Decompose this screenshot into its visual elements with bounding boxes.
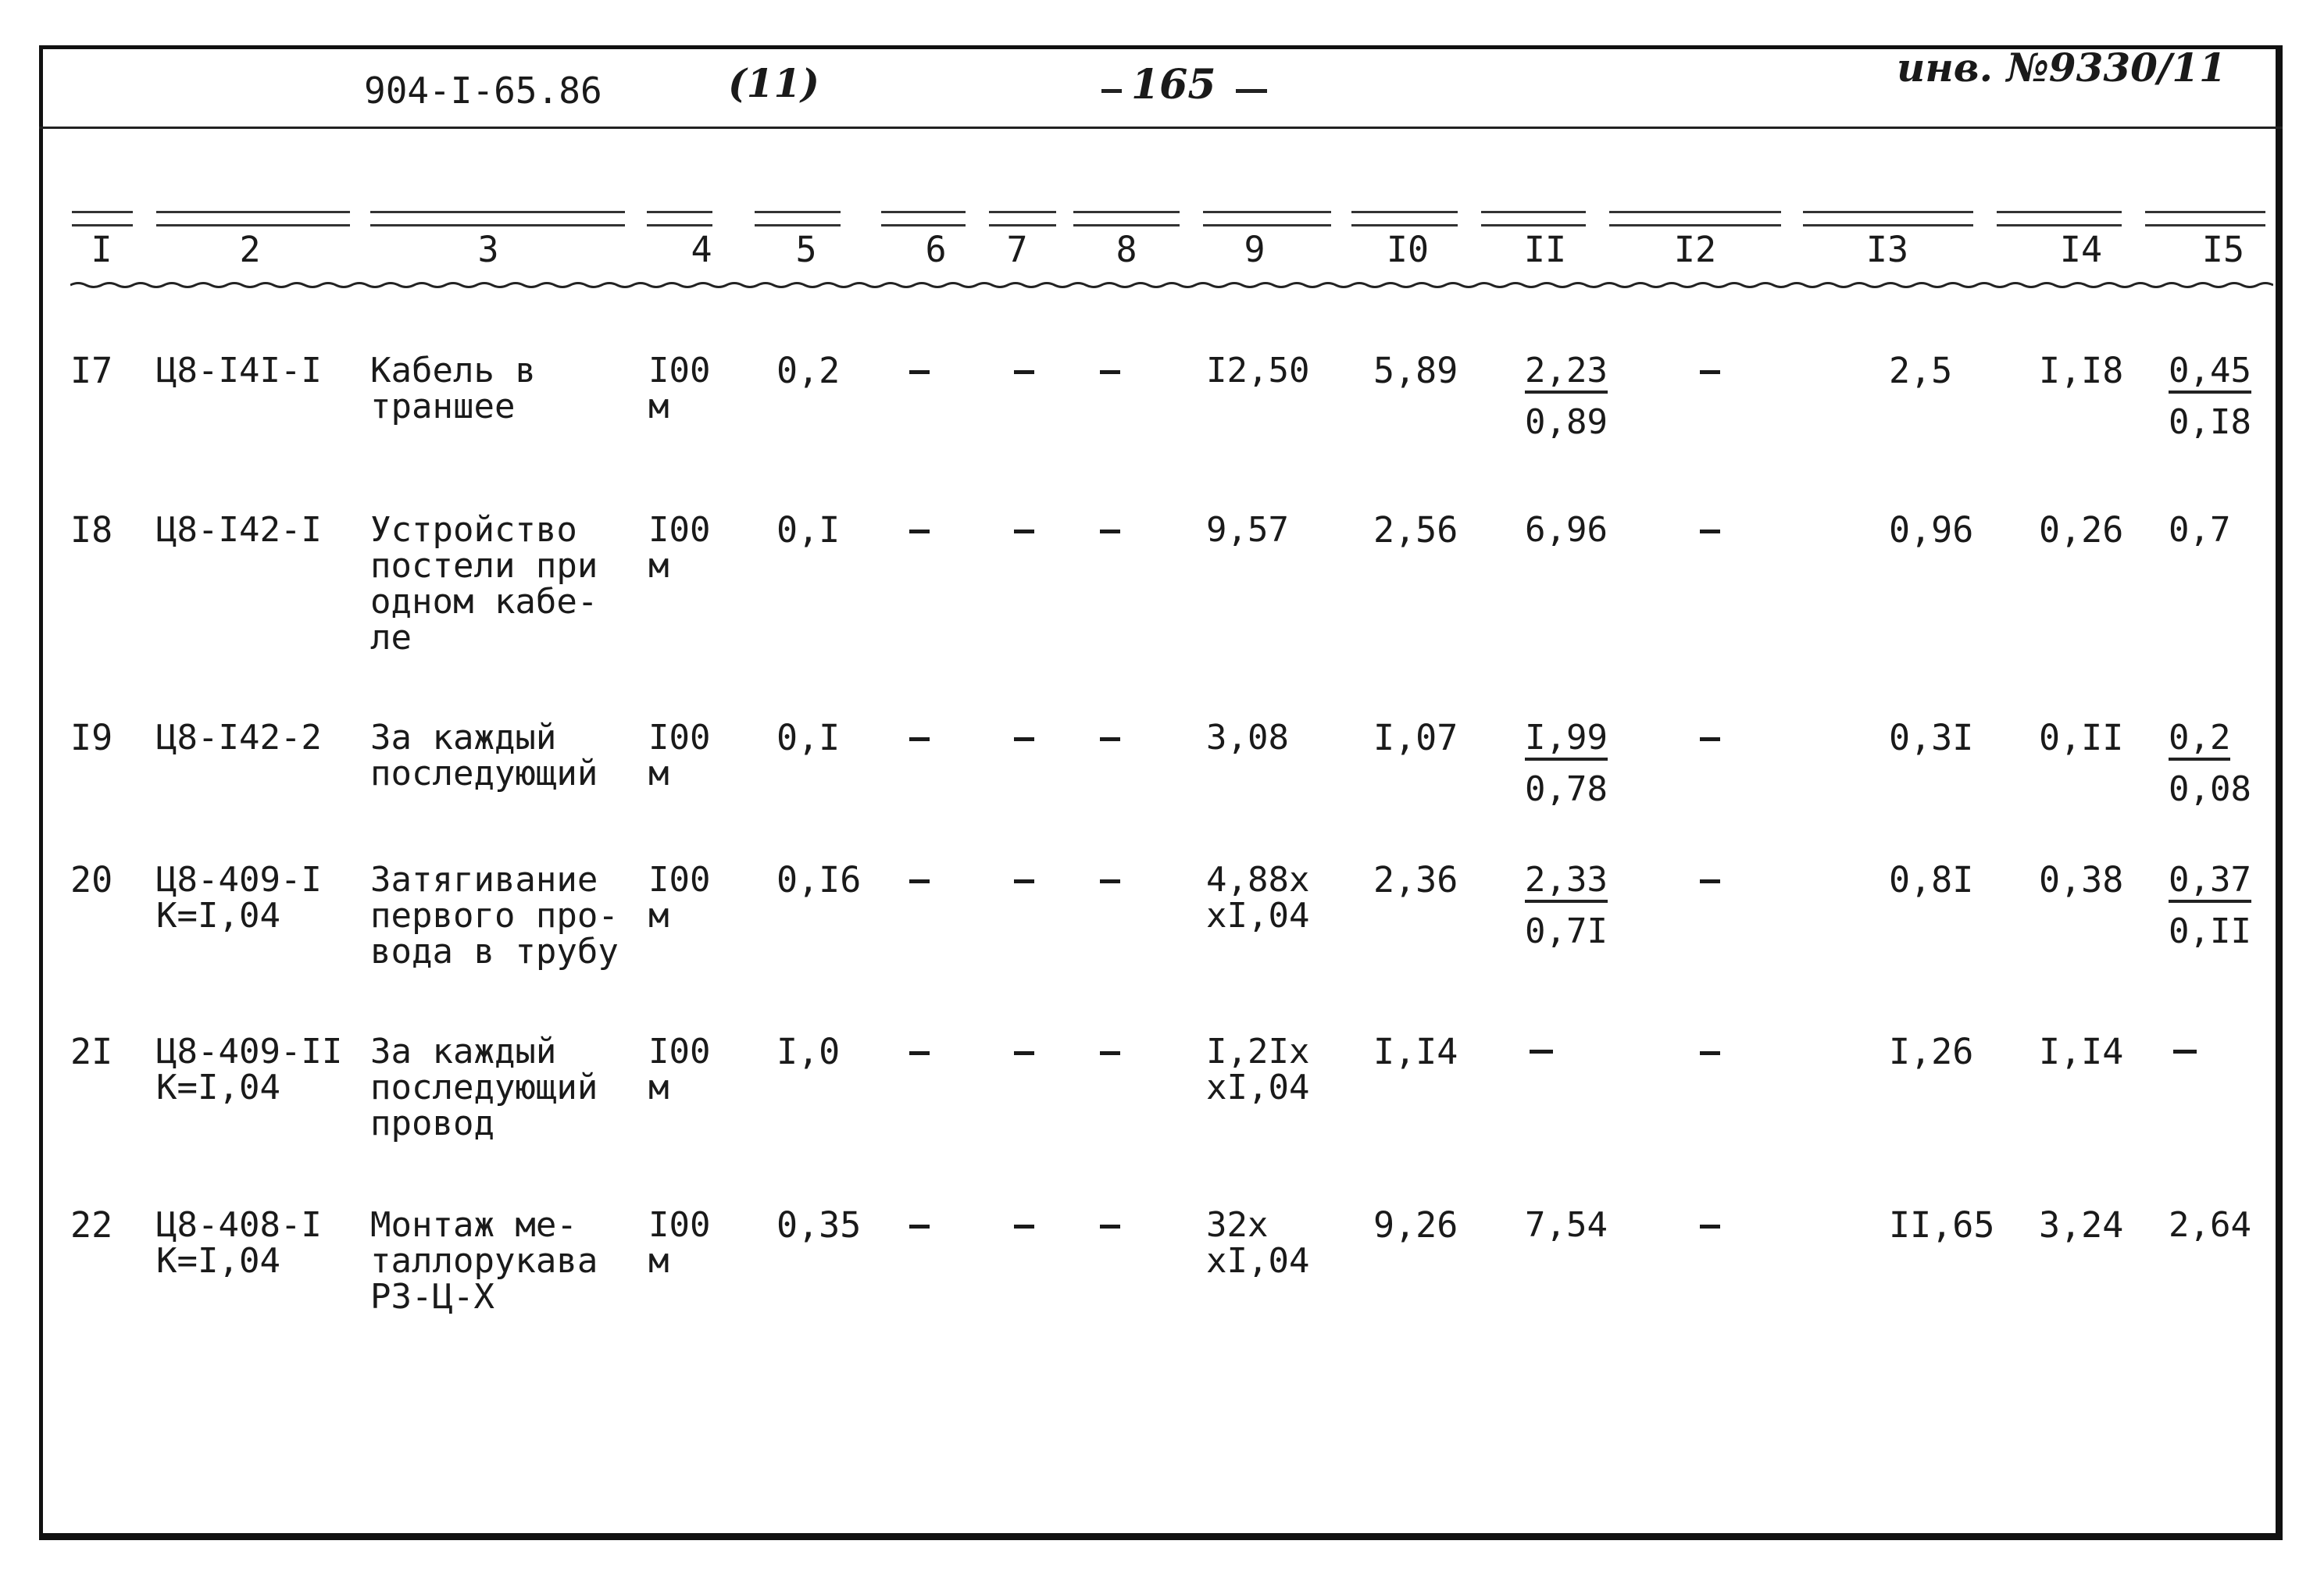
cell-unit-line: I00 [648,510,711,550]
cell-code-line: Ц8-409-I [156,860,322,900]
cell-unit-line: м [648,1241,669,1281]
cell-c14: I,I4 [2039,1031,2124,1072]
cell-c9-line: хI,04 [1206,896,1310,936]
col-header-2: 2 [239,229,261,270]
cell-c13: 2,5 [1889,350,1953,391]
cell-c14: 3,24 [2039,1204,2124,1246]
cell-c13: 0,3I [1889,717,1974,758]
cell-name-line: РЗ-Ц-Х [370,1277,494,1317]
cell-unit-line: I00 [648,1205,711,1245]
cell-n: I9 [70,717,113,758]
dash-mark-c6 [909,370,930,374]
cell-c14: 0,38 [2039,859,2124,900]
cell-c13: II,65 [1889,1204,1995,1246]
dash-mark-c8 [1100,370,1120,374]
cell-c5: 0,2 [776,350,841,391]
fraction-numerator: 2,23 [1525,351,1608,394]
cell-name-line: провод [370,1104,494,1143]
dash-mark-c8 [1100,1051,1120,1055]
cell-name-line: Монтаж ме- [370,1205,577,1245]
dash-mark-c11 [1530,1050,1553,1054]
cell-c5: 0,I [776,717,841,758]
cell-c11-line: 0,78 [1525,769,1608,809]
cell-c10: 2,56 [1373,509,1458,551]
dash-mark-c8 [1100,737,1120,741]
col-header-6: 6 [925,229,947,270]
dash-mark-c12 [1700,370,1720,374]
cell-code-line: К=I,04 [156,896,280,936]
cell-c13: 0,8I [1889,859,1974,900]
cell-name-line: последующий [370,1068,598,1107]
col-header-4: 4 [691,229,712,270]
col-rule-2 [156,211,350,226]
col-header-5: 5 [795,229,817,270]
page-number: 165 [1131,61,1216,109]
cell-unit-line: м [648,896,669,936]
cell-code-line: Ц8-409-II [156,1032,343,1072]
cell-name-line: таллорукава [370,1241,598,1281]
page-dash-right [1236,89,1267,93]
cell-c14: I,I8 [2039,350,2124,391]
cell-c5: 0,I [776,509,841,551]
col-rule-15 [2145,211,2265,226]
cell-name-line: первого про- [370,896,619,936]
dash-mark-c7 [1014,1225,1034,1229]
dash-mark-c8 [1100,1225,1120,1229]
col-header-11: II [1523,229,1567,270]
col-rule-12 [1609,211,1781,226]
cell-c13: I,26 [1889,1031,1974,1072]
col-header-14: I4 [2059,229,2103,270]
cell-c14: 0,26 [2039,509,2124,551]
col-rule-6 [881,211,966,226]
dash-mark-c6 [909,737,930,741]
dash-mark-c15 [2173,1050,2197,1054]
cell-unit-line: I00 [648,718,711,758]
cell-c11-line: 0,7I [1525,911,1608,951]
col-header-15: I5 [2201,229,2245,270]
col-header-13: I3 [1865,229,1909,270]
cell-c15-line: 0,08 [2169,769,2251,809]
cell-code-line: К=I,04 [156,1068,280,1107]
cell-c15-line [2169,720,2230,756]
dash-mark-c8 [1100,879,1120,883]
cell-c5: 0,I6 [776,859,862,900]
col-rule-13 [1803,211,1973,226]
page-dash-left [1101,89,1122,93]
cell-c11-line [1525,862,1608,898]
cell-n: I7 [70,350,113,391]
cell-n: 2I [70,1031,113,1072]
col-rule-7 [989,211,1056,226]
cell-unit-line: м [648,546,669,586]
fraction-numerator: I,99 [1525,718,1608,761]
dash-mark-c7 [1014,370,1034,374]
cell-c15-line: 0,7 [2169,510,2231,550]
cell-c9-line: хI,04 [1206,1241,1310,1281]
fraction-numerator: 0,45 [2169,351,2251,394]
col-header-7: 7 [1006,229,1028,270]
dash-mark-c12 [1700,737,1720,741]
dash-mark-c12 [1700,1225,1720,1229]
cell-c9-line: I2,50 [1206,351,1310,391]
col-rule-10 [1351,211,1458,226]
cell-c15-line [2169,353,2251,389]
cell-name-line: одном кабе- [370,582,598,622]
cell-c13: 0,96 [1889,509,1974,551]
cell-c9-line: 9,57 [1206,510,1289,550]
cell-c14: 0,II [2039,717,2124,758]
col-rule-5 [755,211,841,226]
col-rule-4 [647,211,712,226]
cell-c9-line: 4,88х [1206,860,1310,900]
cell-c9-line: 3,08 [1206,718,1289,758]
col-rule-1 [72,211,133,226]
dash-mark-c12 [1700,1051,1720,1055]
cell-name-line: последующий [370,754,598,794]
cell-unit-line: м [648,754,669,794]
dash-mark-c12 [1700,879,1720,883]
cell-c11-line [1525,720,1608,756]
cell-code-line: Ц8-I42-2 [156,718,322,758]
cell-name-line: ле [370,618,412,658]
inventory-number: инв. №9330/11 [1897,45,2226,91]
cell-name-line: Кабель в [370,351,536,391]
cell-code-line: Ц8-I42-I [156,510,322,550]
fraction-numerator: 2,33 [1525,860,1608,903]
cell-code-line: Ц8-408-I [156,1205,322,1245]
dash-mark-c7 [1014,737,1034,741]
cell-name-line: Затягивание [370,860,598,900]
col-header-1: I [91,229,112,270]
doc-code: 904-I-65.86 [364,70,602,112]
col-rule-11 [1481,211,1586,226]
col-rule-9 [1203,211,1331,226]
cell-c11-line: 6,96 [1525,510,1608,550]
fraction-numerator: 0,2 [2169,718,2230,761]
cell-n: 22 [70,1204,113,1246]
cell-unit-line: м [648,387,669,426]
cell-c9-line: 32х [1206,1205,1269,1245]
dash-mark-c7 [1014,530,1034,533]
col-header-9: 9 [1244,229,1266,270]
cell-n: 20 [70,859,113,900]
cell-c10: I,I4 [1373,1031,1458,1072]
cell-code-line: К=I,04 [156,1241,280,1281]
cell-n: I8 [70,509,113,551]
col-header-10: I0 [1386,229,1430,270]
cell-name-line: вода в трубу [370,932,619,972]
cell-name-line: постели при [370,546,598,586]
dash-mark-c12 [1700,530,1720,533]
dash-mark-c6 [909,879,930,883]
dash-mark-c8 [1100,530,1120,533]
cell-c10: 9,26 [1373,1204,1458,1246]
col-rule-14 [1997,211,2122,226]
dash-mark-c6 [909,1051,930,1055]
cell-c15-line: 0,II [2169,911,2251,951]
col-header-12: I2 [1673,229,1717,270]
col-header-3: 3 [477,229,499,270]
cell-unit-line: I00 [648,860,711,900]
cell-c10: I,07 [1373,717,1458,758]
cell-c5: I,0 [776,1031,841,1072]
cell-c11-line [1525,353,1608,389]
cell-name-line: Устройство [370,510,577,550]
cell-c15-line: 0,I8 [2169,402,2251,442]
cell-unit-line: м [648,1068,669,1107]
header-wavy-rule [70,281,2273,289]
cell-c10: 2,36 [1373,859,1458,900]
dash-mark-c7 [1014,1051,1034,1055]
fraction-numerator: 0,37 [2169,860,2251,903]
col-header-8: 8 [1116,229,1137,270]
col-rule-8 [1073,211,1180,226]
cell-name-line: За каждый [370,1032,557,1072]
cell-c10: 5,89 [1373,350,1458,391]
header-divider [39,127,2283,129]
cell-c9-line: хI,04 [1206,1068,1310,1107]
dash-mark-c7 [1014,879,1034,883]
cell-code-line: Ц8-I4I-I [156,351,322,391]
cell-name-line: траншее [370,387,516,426]
cell-unit-line: I00 [648,351,711,391]
dash-mark-c6 [909,530,930,533]
cell-c11-line: 0,89 [1525,402,1608,442]
col-rule-3 [370,211,625,226]
cell-c15-line [2169,862,2251,898]
cell-unit-line: I00 [648,1032,711,1072]
cell-c15-line: 2,64 [2169,1205,2251,1245]
cell-c11-line: 7,54 [1525,1205,1608,1245]
sheet-mark: (11) [728,60,819,106]
dash-mark-c6 [909,1225,930,1229]
cell-name-line: За каждый [370,718,557,758]
cell-c5: 0,35 [776,1204,862,1246]
cell-c9-line: I,2Iх [1206,1032,1310,1072]
